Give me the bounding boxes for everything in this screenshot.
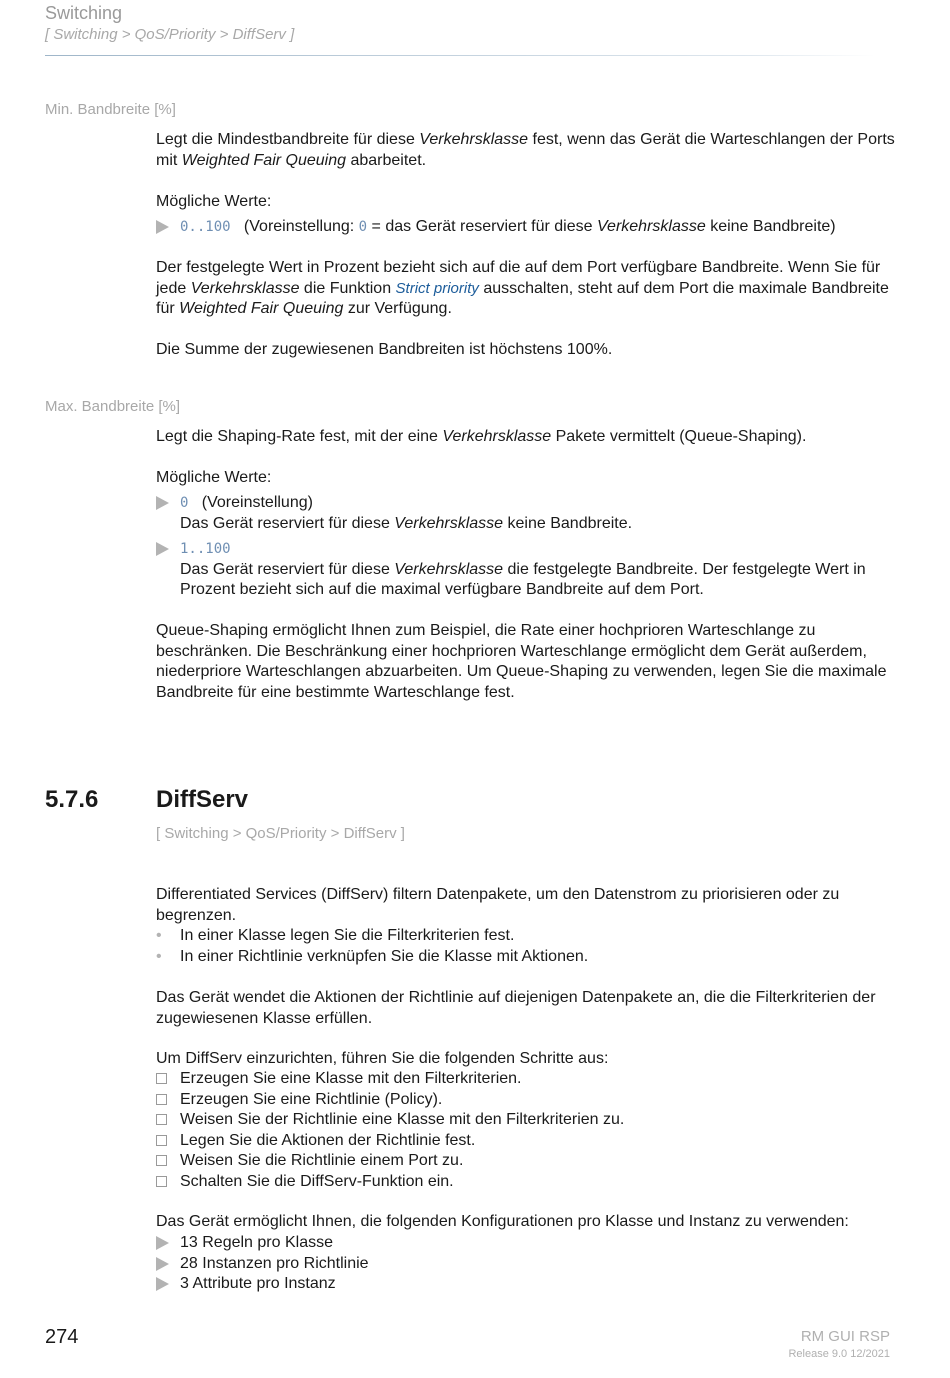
section-number: 5.7.6 xyxy=(45,786,99,813)
min-bandwidth-sum: Die Summe der zugewiesenen Bandbreiten ist höchstens 100%. xyxy=(156,341,613,358)
triangle-bullet-icon xyxy=(156,220,169,234)
queue-shaping-note: Queue-Shaping ermöglicht Ihnen zum Beispiel, die Rate einer hochprioren Warteschlange zu beschränken. Die Beschränkung einer hochprioren Warteschlange ermöglicht dem Gerät außerdem, niederpriore Warteschlangen abzuarbeiten. Um Queue-Shaping zu verwenden, legen Sie die maximale Bandbreite für eine bestimmte Warteschlange fest. xyxy=(156,622,887,701)
step-item: Erzeugen Sie eine Klasse mit den Filterkriterien. xyxy=(156,1069,896,1090)
min-bandwidth-description: Legt die Mindestbandbreite für diese Verkehrsklasse fest, wenn das Gerät die Warteschlangen der Ports mit Weighted Fair Queuing abarbeitet. xyxy=(156,131,895,169)
bullet-dot-icon: • xyxy=(156,927,162,944)
min-bandwidth-note: Der festgelegte Wert in Prozent bezieht sich auf die auf dem Port verfügbare Bandbreite. Wenn Sie für jede Verkehrsklasse die Funktion Strict priority ausschalten, steht auf dem Port die maximale Bandbreite für Weighted Fair Queuing zur Verfügung. xyxy=(156,259,889,317)
page-number: 274 xyxy=(45,1326,79,1348)
step-item: Erzeugen Sie eine Richtlinie (Policy). xyxy=(156,1090,896,1111)
header-title: Switching xyxy=(45,3,123,23)
step-item: Weisen Sie die Richtlinie einem Port zu. xyxy=(156,1151,896,1172)
header-divider xyxy=(45,55,875,56)
diffserv-paragraph: Das Gerät wendet die Aktionen der Richtlinie auf diejenigen Datenpakete an, die die Filterkriterien der zugewiesenen Klasse erfüllen. xyxy=(156,989,876,1027)
triangle-bullet-icon xyxy=(156,542,169,556)
diffserv-bullets xyxy=(156,926,896,967)
max-bandwidth-description: Legt die Shaping-Rate fest, mit der eine Verkehrsklasse Pakete vermittelt (Queue-Shaping). xyxy=(156,428,807,445)
checkbox-icon xyxy=(156,1073,167,1084)
step-item: Legen Sie die Aktionen der Richtlinie fest. xyxy=(156,1131,896,1152)
diffserv-steps xyxy=(156,1069,896,1192)
bullet-dot-icon: • xyxy=(156,947,162,965)
min-bandwidth-values-label: Mögliche Werte: xyxy=(156,193,272,210)
max-bandwidth-label: Max. Bandbreite [%] xyxy=(45,398,181,415)
footer-document: RM GUI RSP xyxy=(800,1328,890,1345)
list-item: • In einer Richtlinie verknüpfen Sie die Klasse mit Aktionen. xyxy=(156,947,896,968)
config-item: 3 Attribute pro Instanz xyxy=(156,1274,896,1295)
checkbox-icon xyxy=(156,1155,167,1166)
header-breadcrumb: [ Switching > QoS/Priority > DiffServ ] xyxy=(45,26,295,43)
min-bandwidth-value-item: 0..100 (Voreinstellung: 0 = das Gerät reserviert für diese Verkehrsklasse keine Bandbreite) xyxy=(156,217,896,238)
triangle-bullet-icon xyxy=(156,1236,169,1250)
triangle-bullet-icon xyxy=(156,496,169,510)
strict-priority-link[interactable]: Strict priority xyxy=(395,279,479,297)
checkbox-icon xyxy=(156,1114,167,1125)
config-item: 13 Regeln pro Klasse xyxy=(156,1233,896,1254)
max-bandwidth-option-0: 0 (Voreinstellung) Das Gerät reserviert für diese Verkehrsklasse keine Bandbreite. xyxy=(156,493,896,534)
triangle-bullet-icon xyxy=(156,1257,169,1271)
section-breadcrumb: [ Switching > QoS/Priority > DiffServ ] xyxy=(156,825,405,842)
triangle-bullet-icon xyxy=(156,1277,169,1291)
diffserv-steps-intro: Um DiffServ einzurichten, führen Sie die folgenden Schritte aus: xyxy=(156,1050,609,1067)
checkbox-icon xyxy=(156,1176,167,1187)
diffserv-config-intro: Das Gerät ermöglicht Ihnen, die folgenden Konfigurationen pro Klasse und Instanz zu verwenden: xyxy=(156,1213,849,1230)
max-bandwidth-values-label: Mögliche Werte: xyxy=(156,469,272,486)
section-title: DiffServ xyxy=(156,786,249,813)
diffserv-intro: Differentiated Services (DiffServ) filtern Datenpakete, um den Datenstrom zu priorisieren oder zu begrenzen. xyxy=(156,886,840,924)
config-item: 28 Instanzen pro Richtlinie xyxy=(156,1254,896,1275)
step-item: Schalten Sie die DiffServ-Funktion ein. xyxy=(156,1172,896,1193)
footer-release: Release 9.0 12/2021 xyxy=(788,1348,890,1360)
diffserv-config-list xyxy=(156,1233,896,1295)
max-bandwidth-option-range: 1..100 Das Gerät reserviert für diese Verkehrsklasse die festgelegte Bandbreite. Der festgelegte Wert in Prozent bezieht sich auf die maximal verfügbare Bandbreite auf dem Port. xyxy=(156,539,896,601)
checkbox-icon xyxy=(156,1094,167,1105)
list-item: • In einer Klasse legen Sie die Filterkriterien fest. xyxy=(156,926,896,947)
step-item: Weisen Sie der Richtlinie eine Klasse mit den Filterkriterien zu. xyxy=(156,1110,896,1131)
min-bandwidth-label: Min. Bandbreite [%] xyxy=(45,101,176,118)
checkbox-icon xyxy=(156,1135,167,1146)
